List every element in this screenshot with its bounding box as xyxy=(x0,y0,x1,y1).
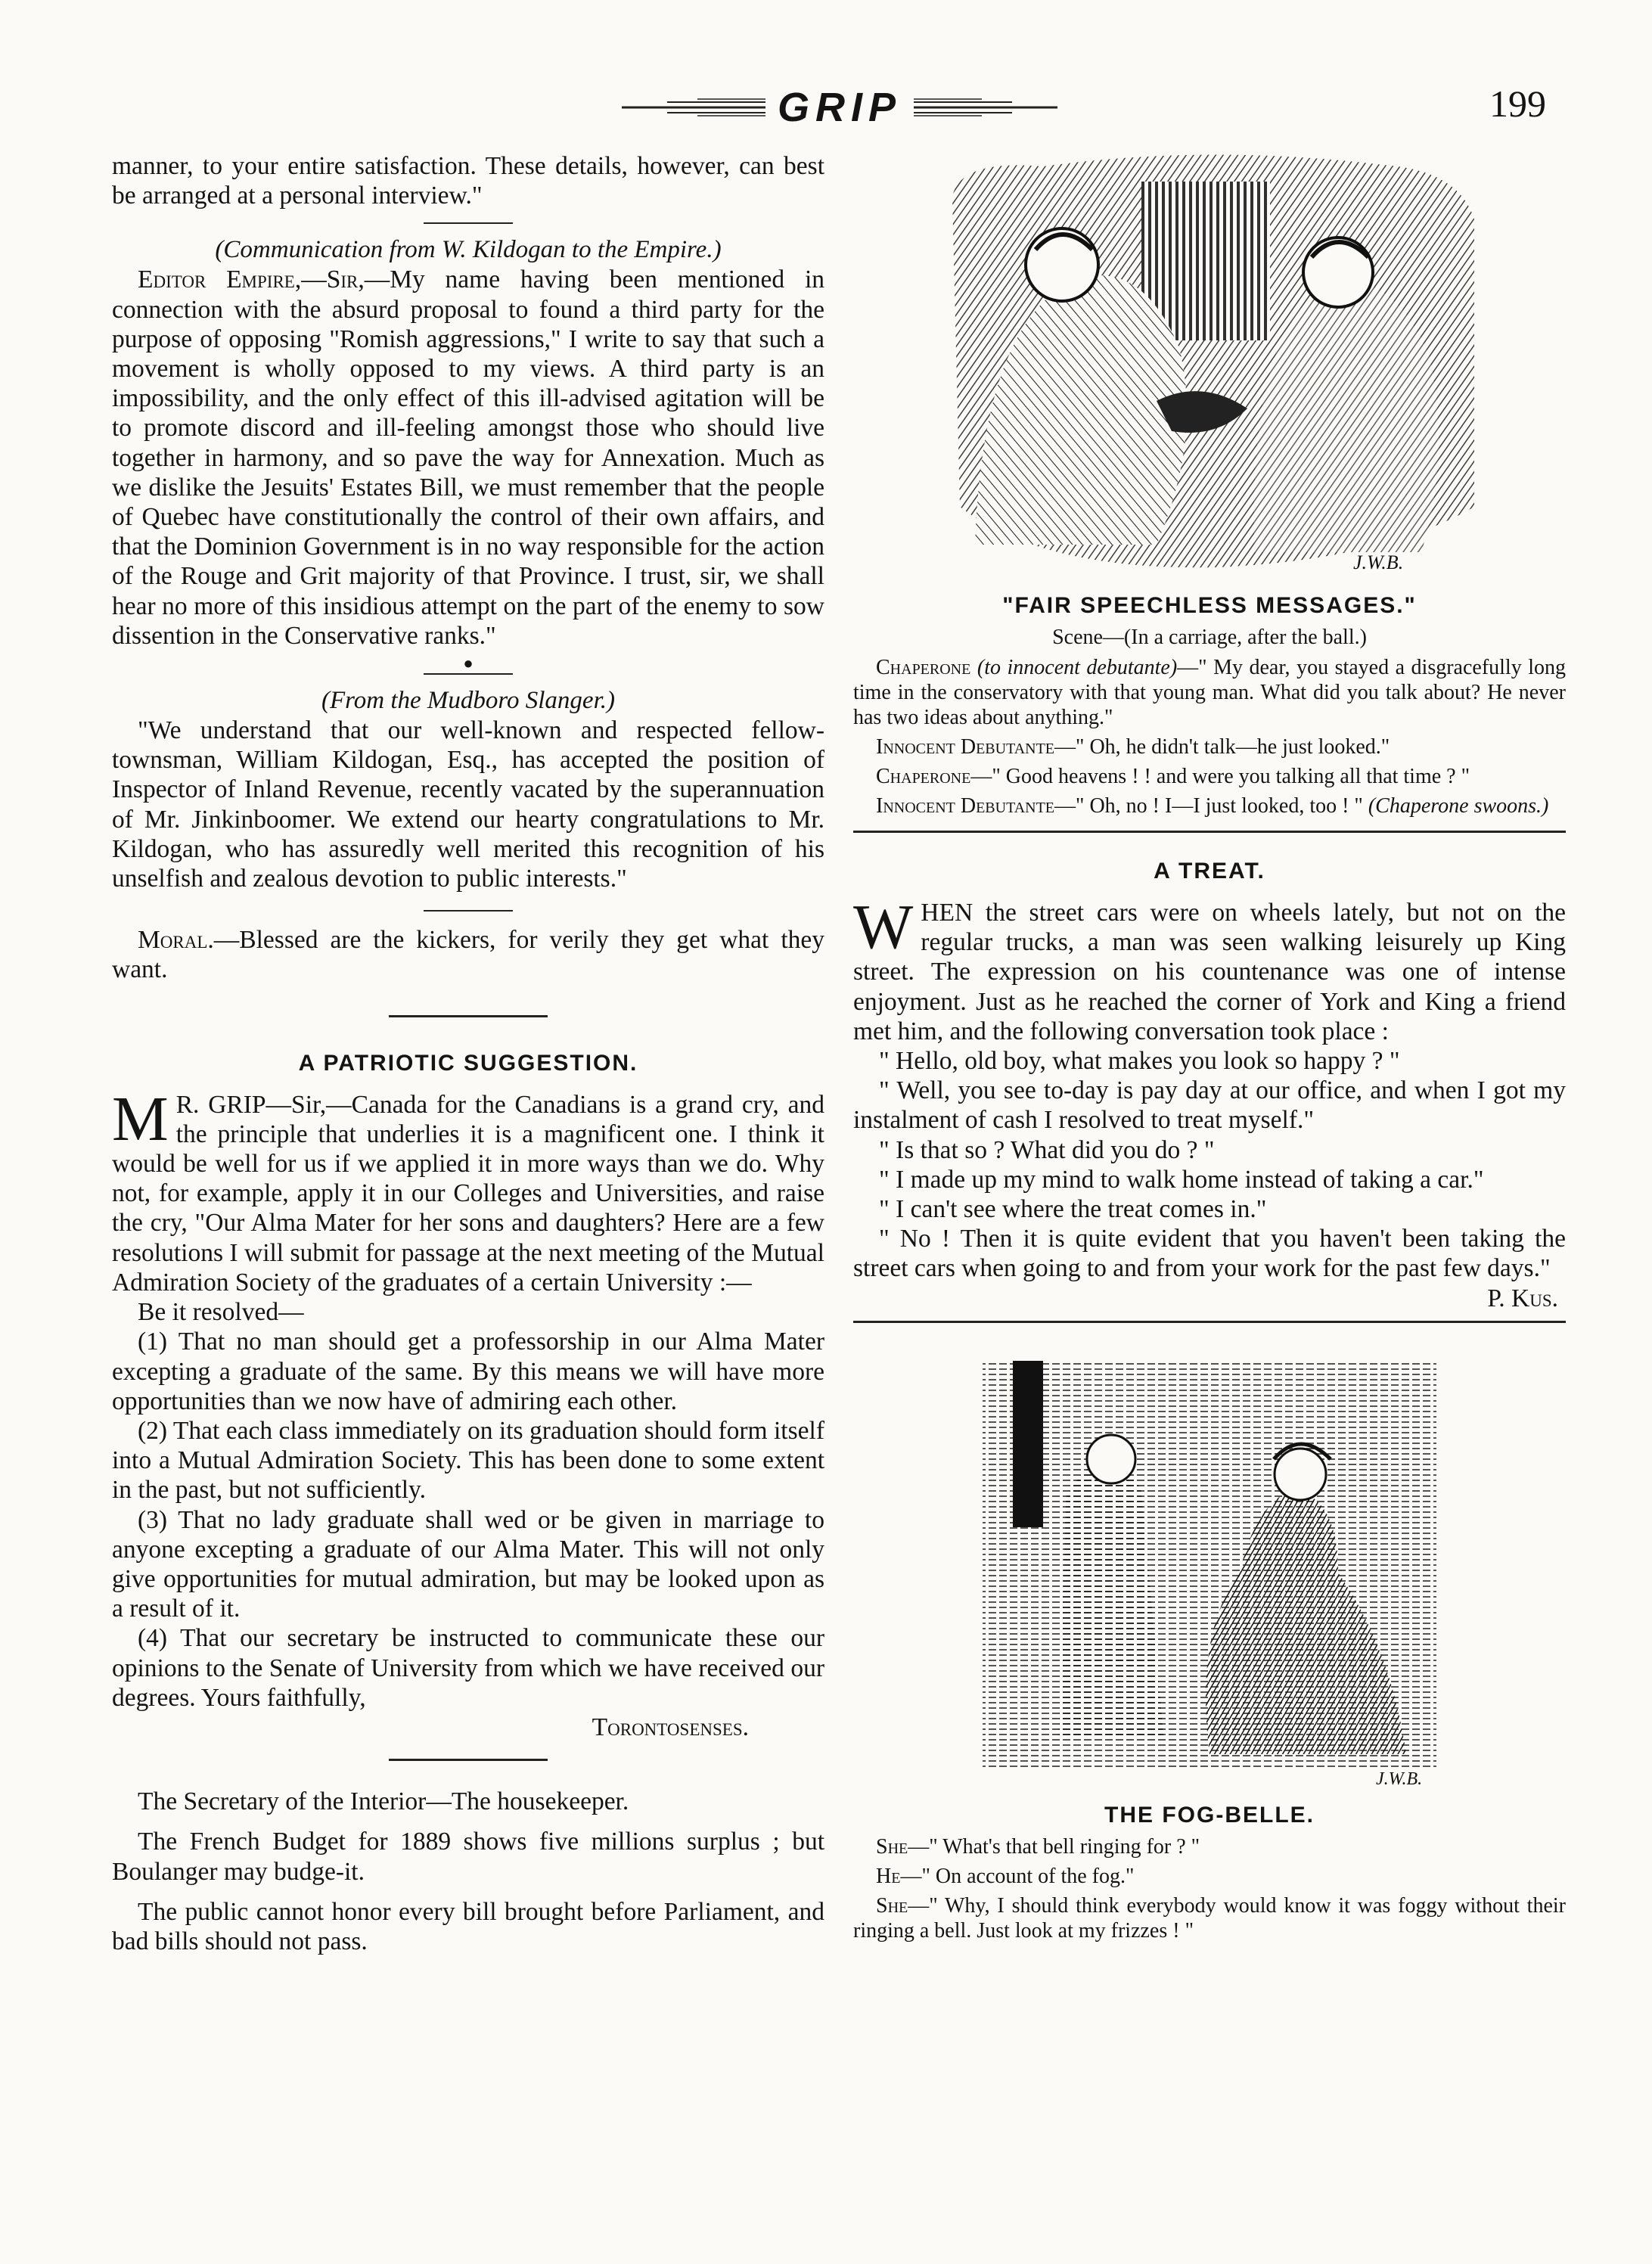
speaker: Innocent Debutante xyxy=(876,794,1055,818)
treat-line-5: " I can't see where the treat comes in." xyxy=(879,1195,1267,1224)
cartoon1-artist-signature: J.W.B. xyxy=(1353,551,1404,573)
moral xyxy=(112,925,824,984)
signature-torontosenses: Torontosenses. xyxy=(592,1713,749,1741)
stage-direction: (to innocent debutante) xyxy=(977,656,1178,679)
moral-label: Moral. xyxy=(138,926,214,955)
quip-budget: The French Budget for 1889 shows five millions surplus ; but Boulanger may budge-it. xyxy=(112,1828,824,1886)
section-divider xyxy=(853,831,1566,833)
dialog-text: —" Why, I should think everybody would know it was foggy without their ringing a bell. Just look at my frizzes ! " xyxy=(853,1893,1566,1943)
dialog-text: —" Oh, no ! I—I just looked, too ! " xyxy=(1054,794,1363,818)
cartoon1-scene: Scene—(In a carriage, after the ball.) xyxy=(1052,626,1367,649)
masthead xyxy=(590,85,1089,130)
resolution-4: (4) That our secretary be instructed to communicate these our opinions to the Senate of University from which we have received our degrees. Yours faithfully, xyxy=(112,1624,824,1712)
patriotic-intro-text: R. GRIP—Sir,—Canada for the Canadians is a grand cry, and the principle that underlies it is a magnificent one. I think it would be well for us if we applied it in more ways than we do. Why not, for example, apply it in our Colleges and Universities, and raise the cry, "Our Alma Mater for her sons and daughters? Here are a few resolutions I will submit for passage at the next meeting of the Mutual Admiration Society of the graduates of a certain University :— xyxy=(112,1090,824,1297)
dialog-line-3 xyxy=(853,764,1566,789)
patriotic-intro xyxy=(112,1083,824,1297)
dialog-text: —" What's that bell ringing for ? " xyxy=(908,1834,1200,1859)
section-divider xyxy=(389,1759,548,1761)
communication-byline: (Communication from W. Kildogan to the Empire.) xyxy=(215,236,722,264)
speaker: He xyxy=(876,1864,901,1888)
divider xyxy=(424,910,513,912)
editor-salutation: Editor Empire,—Sir, xyxy=(138,266,365,294)
cartoon1-dialog xyxy=(853,655,1566,818)
carriage-cartoon-illustration xyxy=(930,151,1489,582)
treat-line-1: " Hello, old boy, what makes you look so happy ? " xyxy=(879,1047,1400,1076)
treat-title: A TREAT. xyxy=(1154,859,1265,884)
dialog-text: —" Oh, he didn't talk—he just looked." xyxy=(1054,735,1390,759)
speaker: She xyxy=(876,1893,908,1918)
treat-line-2: " Well, you see to-day is pay day at our office, and when I got my instalment of cash I resolved to treat myself." xyxy=(853,1076,1566,1135)
dialog-text: —" My dear, you stayed a disgracefully long time in the conservatory with that young man. What did you talk about? He never has two ideas about anything." xyxy=(853,656,1566,729)
page-number: 199 xyxy=(1489,82,1546,125)
dialog-line-4 xyxy=(853,793,1566,818)
treat-line-3: " Is that so ? What did you do ? " xyxy=(879,1135,1215,1164)
speaker: Chaperone xyxy=(876,765,971,788)
treat-line-6: " No ! Then it is quite evident that you haven't been taking the street cars when going to and from your work for the past few days." xyxy=(853,1225,1566,1283)
cartoon1-title: "FAIR SPEECHLESS MESSAGES." xyxy=(1002,593,1417,618)
patriotic-suggestion-title: A PATRIOTIC SUGGESTION. xyxy=(298,1050,638,1076)
divider xyxy=(424,222,513,224)
moral-text: —Blessed are the kickers, for verily they get what they want. xyxy=(112,926,824,984)
resolved: Be it resolved— xyxy=(138,1298,304,1327)
fog-line-3 xyxy=(853,1893,1566,1943)
right-column xyxy=(853,151,1566,1948)
masthead-left-ornament xyxy=(622,98,765,116)
treat-intro-text: HEN the street cars were on wheels lately, but not on the regular trucks, a man was seen walking leisurely up King street. The expression on his countenance was one of intense enjoyment. Just as he reached the corner of York and King a friend met him, and the following conversation took place : xyxy=(853,899,1566,1045)
quip-secretary: The Secretary of the Interior—The housekeeper. xyxy=(138,1787,629,1816)
cartoon2-title: THE FOG-BELLE. xyxy=(1104,1802,1315,1828)
fog-line-1 xyxy=(853,1834,1566,1859)
cartoon2-artist-signature: J.W.B. xyxy=(1376,1769,1423,1789)
treat-signature: P. Kus. xyxy=(1487,1284,1558,1312)
speaker: Chaperone xyxy=(876,656,971,679)
dialog-text: —" Good heavens ! ! and were you talking all that time ? " xyxy=(970,765,1470,788)
section-divider xyxy=(389,1015,548,1017)
speaker: She xyxy=(876,1834,908,1859)
resolution-1: (1) That no man should get a professorship in our Alma Mater excepting a graduate of the same. By this means we will have more opportunities than we now have of admiring each other. xyxy=(112,1328,824,1415)
divider xyxy=(424,673,513,675)
fog-belle-cartoon-illustration xyxy=(967,1346,1452,1792)
mudboro-text: "We understand that our well-known and respected fellow-townsman, William Kildogan, Esq., has accepted the position of Inspector of Inland Revenue, recently vacated by the superannuation of Mr. Jinkinboomer. We extend our hearty congratulations to Mr. Kildogan, who has assuredly well merited this recognition of his unselfish and zealous devotion to public interests." xyxy=(112,716,824,893)
resolution-3: (3) That no lady graduate shall wed or be given in marriage to anyone excepting a graduate of our Alma Mater. This will not only give opportunities for mutual admiration, but may be looked upon as a result of it. xyxy=(112,1505,824,1623)
left-column xyxy=(112,151,824,1967)
continued-paragraph: manner, to your entire satisfaction. These details, however, can best be arranged at a personal interview." xyxy=(112,152,824,210)
patriotic-dropcap: M xyxy=(112,1083,169,1154)
masthead-right-ornament xyxy=(914,98,1057,116)
empire-letter-text: —My name having been mentioned in connection with the absurd proposal to found a third party for the purpose of opposing "Romish aggressions," I write to say that such a movement is wholly opposed to my views. A third party is an impossibility, and the only effect of this ill-advised agitation will be to promote discord and ill-feeling amongst those who should live together in harmony, and so pave the way for Annexation. Much as we dislike the Jesuits' Estates Bill, we must remember that the people of Quebec have constitutionally the control of their own affairs, and that the Dominion Government is in no way responsible for the action of the Rouge and Grit majority of that Province. I trust, sir, we shall hear no more of this insidious attempt on the part of the enemy to sow dissention in the Conservative ranks." xyxy=(112,266,824,650)
stage-direction: (Chaperone swoons.) xyxy=(1368,794,1549,818)
speaker: Innocent Debutante xyxy=(876,735,1055,759)
resolution-2: (2) That each class immediately on its graduation should form itself into a Mutual Admiration Society. This has been done to some extent in the past, but not sufficiently. xyxy=(112,1416,824,1505)
treat-dropcap: W xyxy=(853,892,914,962)
quip-public: The public cannot honor every bill brought before Parliament, and bad bills should not pass. xyxy=(112,1897,824,1955)
section-divider xyxy=(853,1321,1566,1323)
bullet-ornament: ● xyxy=(463,654,474,673)
dialog-text: —" On account of the fog." xyxy=(900,1864,1135,1888)
dialog-line-1 xyxy=(853,655,1566,730)
treat-intro xyxy=(853,892,1566,1046)
treat-line-4: " I made up my mind to walk home instead of taking a car." xyxy=(879,1165,1484,1194)
cartoon2-dialog xyxy=(853,1834,1566,1943)
masthead-title: GRIP xyxy=(777,85,902,130)
mudboro-byline: (From the Mudboro Slanger.) xyxy=(321,687,615,715)
dialog-line-2 xyxy=(853,734,1566,759)
fog-line-2 xyxy=(853,1864,1566,1889)
empire-letter xyxy=(112,265,824,651)
